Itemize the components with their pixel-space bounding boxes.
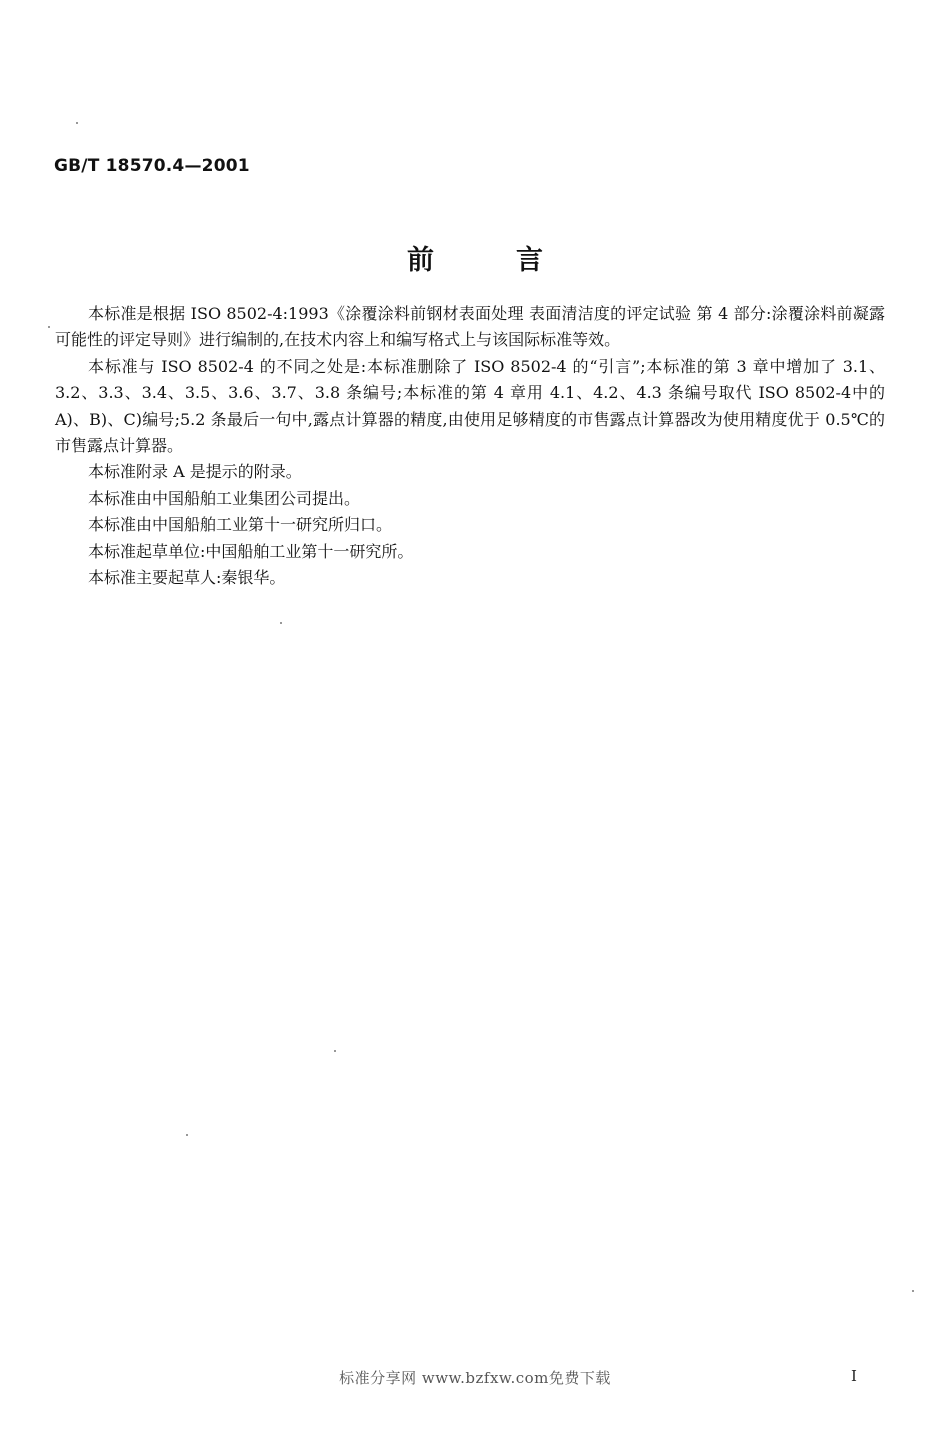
page-title: [0, 238, 950, 277]
title-char-2: 言: [516, 245, 543, 276]
paragraph-drafting-unit: 本标准起草单位:中国船舶工业第十一研究所。: [88, 541, 414, 561]
scan-speck: [334, 1050, 336, 1052]
paragraph-appendix: 本标准附录 A 是提示的附录。: [88, 462, 302, 482]
scan-speck: [912, 1290, 914, 1292]
preface-body: [55, 301, 885, 591]
scan-speck: [48, 326, 50, 328]
watermark-footer: 标准分享网 www.bzfxw.com免费下载: [339, 1369, 611, 1387]
page-number: I: [851, 1367, 857, 1385]
standard-code: GB/T 18570.4—2001: [54, 156, 250, 176]
paragraph-basis: 本标准是根据 ISO 8502-4:1993《涂覆涂料前钢材表面处理 表面清洁度的评定试验 第 4 部分:涂覆涂料前凝露可能性的评定导则》进行编制的,在技术内容上和编写格式上与该国际标准等效。: [55, 304, 885, 350]
paragraph-proposer: 本标准由中国船舶工业集团公司提出。: [88, 488, 361, 508]
paragraph-drafters: 本标准主要起草人:秦银华。: [88, 568, 286, 588]
scan-speck: [76, 122, 78, 124]
scan-speck: [186, 1134, 188, 1136]
scan-speck: [280, 622, 282, 624]
paragraph-administrator: 本标准由中国船舶工业第十一研究所归口。: [88, 515, 393, 535]
paragraph-differences: 本标准与 ISO 8502-4 的不同之处是:本标准删除了 ISO 8502-4 的“引言”;本标准的第 3 章中增加了 3.1、3.2、3.3、3.4、3.5、3.6、3.7、3.8 条编号;本标准的第 4 章用 4.1、4.2、4.3 条编号取代 ISO 8502-4中的 A)、B)、C)编号;5.2 条最后一句中,露点计算器的精度,由使用足够精度的市售露点计算器改为使用精度优于 0.5℃的市售露点计算器。: [55, 356, 885, 456]
title-char-1: 前: [407, 245, 434, 276]
